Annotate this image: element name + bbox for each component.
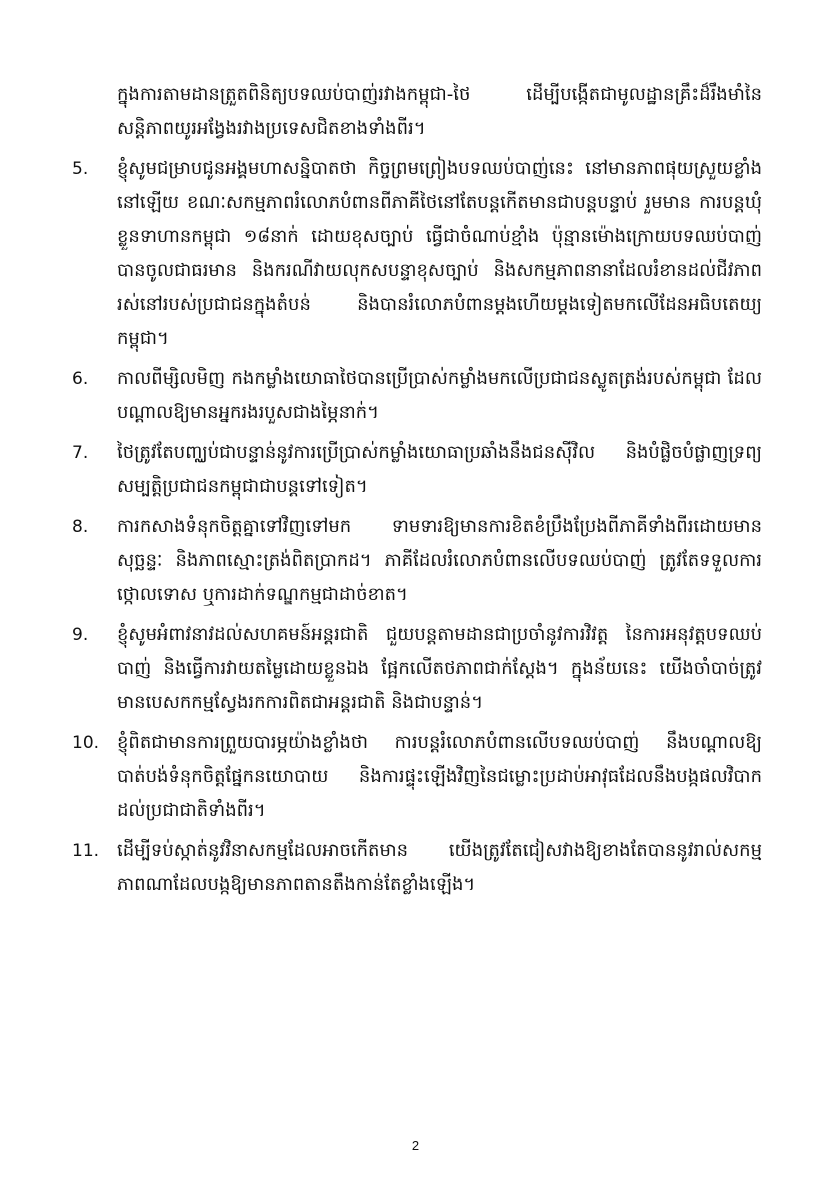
item-text: ដើម្បីទប់ស្កាត់នូវវិនាសកម្មដែលអាចកើតមាន យើងត្រូវតែជៀសវាងឱ្យខាងតែបាននូវរាល់សកម្មភាពណាដែលបង្កឱ្យមានភាពតានតឹងកាន់តែខ្លាំងឡើង។ <box>117 840 762 895</box>
item-number: 9. <box>72 625 89 645</box>
list-item-5 <box>72 152 762 356</box>
item-text: ការកសាងទំនុកចិត្តគ្នាទៅវិញទៅមក ទាមទារឱ្យមានការខិតខំប្រឹងប្រែងពីភាគីទាំងពីរដោយមានសុច្ឆន្ទៈ និងភាពស្មោះត្រង់ពិតប្រាកដ។ ភាគីដែលរំលោភបំពានលើបទឈប់បាញ់ ត្រូវតែទទួលការថ្កោលទោស ឬការដាក់ទណ្ឌកម្មជាដាច់ខាត។ <box>117 516 762 605</box>
list-item-7 <box>72 436 762 504</box>
list-item-8 <box>72 510 762 612</box>
document-body <box>72 78 762 908</box>
item-number: 8. <box>72 517 89 537</box>
item-number: 10. <box>72 733 100 753</box>
item-text: កាលពីម្សិលមិញ កងកម្លាំងយោធាថៃបានប្រើប្រាស់កម្លាំងមកលើប្រជាជនស្លូតត្រង់របស់កម្ពុជា ដែលបណ្តាលឱ្យមានអ្នករងរបួសជាងម្ភៃនាក់។ <box>117 368 762 423</box>
list-item-10 <box>72 726 762 828</box>
item-number: 5. <box>72 159 89 179</box>
item-text: ថៃត្រូវតែបញ្ឈប់ជាបន្ទាន់នូវការប្រើប្រាស់កម្លាំងយោធាប្រឆាំងនឹងជនស៊ីវិល និងបំផ្លិចបំផ្លាញទ្រព្យសម្បត្តិប្រជាជនកម្ពុជាជាបន្តទៅទៀត។ <box>117 442 762 497</box>
item-text: ខ្ញុំសូមអំពាវនាវដល់សហគមន៍អន្តរជាតិ ជួយបន្តតាមដានជាប្រចាំនូវការវិវត្ត នៃការអនុវត្តបទឈប់បាញ់ និងធ្វើការវាយតម្លៃដោយខ្លួនឯង ផ្អែកលើតថភាពជាក់ស្តែង។ ក្នុងន័យនេះ យើងចាំបាច់ត្រូវមានបេសកកម្មស្វែងរកការពិតជាអន្តរជាតិ និងជាបន្ទាន់។ <box>117 624 762 713</box>
item-number: 11. <box>72 841 100 861</box>
page-number: 2 <box>411 1138 420 1153</box>
list-item-11 <box>72 834 762 902</box>
item-text: ខ្ញុំសូមជម្រាបជូនអង្គមហាសន្និបាតថា កិច្ចព្រមព្រៀងបទឈប់បាញ់នេះ នៅមានភាពផុយស្រួយខ្លាំងនៅឡើយ ខណៈសកម្មភាពរំលោភបំពានពីភាគីថៃនៅតែបន្តកើតមានជាបន្តបន្ទាប់ រួមមាន ការបន្តឃុំខ្លួនទាហានកម្ពុជា ១៨នាក់ ដោយខុសច្បាប់ ធ្វើជាចំណាប់ខ្មាំង ប៉ុន្មានម៉ោងក្រោយបទឈប់បាញ់បានចូលជាធរមាន និងករណីវាយលុកសបន្ទាខុសច្បាប់ និងសកម្មភាពនានាដែលរំខានដល់ជីវភាពរស់នៅរបស់ប្រជាជនក្នុងតំបន់ និងបានរំលោភបំពានម្តងហើយម្តងទៀតមកលើដែនអធិបតេយ្យកម្ពុជា។ <box>117 158 762 349</box>
item-text: ខ្ញុំពិតជាមានការព្រួយបារម្ភយ៉ាងខ្លាំងថា ការបន្តរំលោភបំពានលើបទឈប់បាញ់ នឹងបណ្តាលឱ្យបាត់បង់ទំនុកចិត្តផ្នែកនយោបាយ និងការផ្ទុះឡើងវិញនៃជម្លោះប្រដាប់អាវុធដែលនឹងបង្កផលវិបាកដល់ប្រជាជាតិទាំងពីរ។ <box>117 732 762 821</box>
item-number: 6. <box>72 369 89 389</box>
continued-paragraph: ក្នុងការតាមដានត្រួតពិនិត្យបទឈប់បាញ់រវាងកម្ពុជា-ថៃ ដើម្បីបង្កើតជាមូលដ្ឋានគ្រឹះដ៏រឹងមាំនៃសន្តិភាពយូរអង្វែងរវាងប្រទេសជិតខាងទាំងពីរ។ <box>117 84 762 139</box>
list-item-9 <box>72 618 762 720</box>
item-number: 7. <box>72 443 89 463</box>
list-item-6 <box>72 362 762 430</box>
